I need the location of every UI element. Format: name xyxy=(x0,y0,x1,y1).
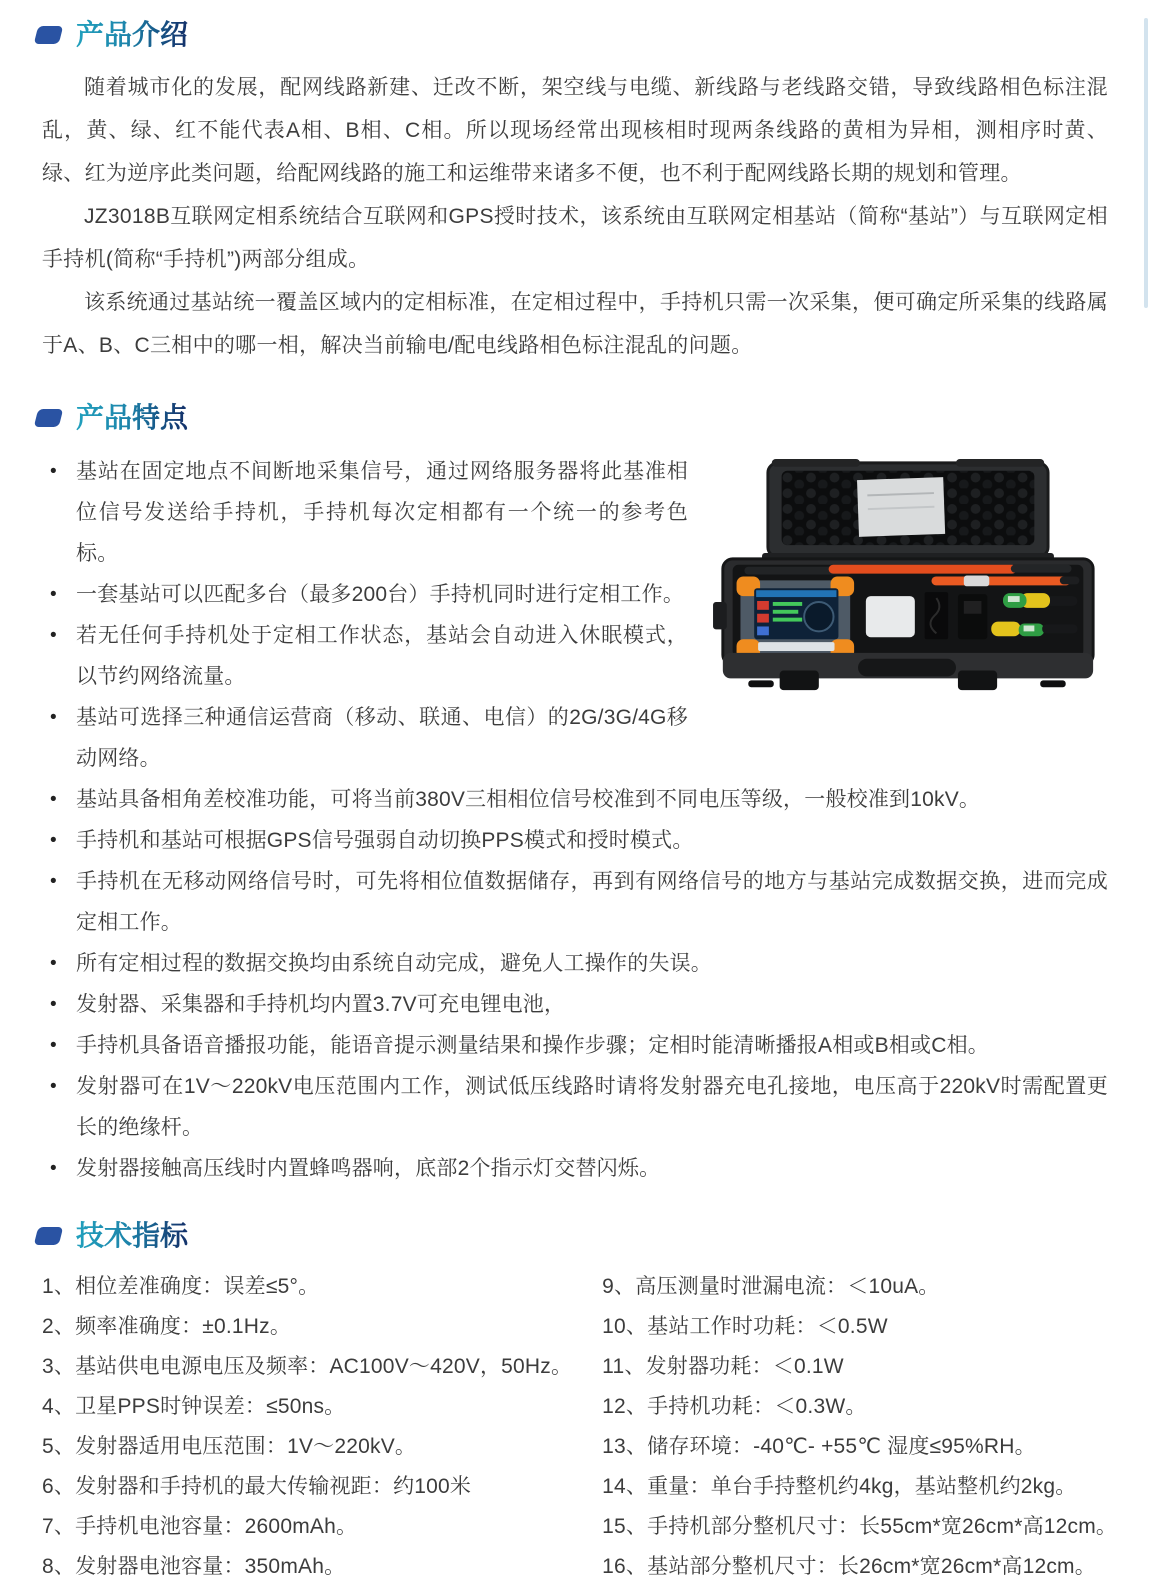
bullet-icon: • xyxy=(50,625,57,646)
product-case-photo xyxy=(706,457,1108,697)
spec-item: 2、频率准确度：±0.1Hz。 xyxy=(42,1315,292,1338)
spec-item: 12、手持机功耗：＜0.3W。 xyxy=(602,1395,867,1418)
case-lid xyxy=(762,459,1054,563)
spec-item: 16、基站部分整机尺寸：长26cm*宽26cm*高12cm。 xyxy=(602,1555,1096,1578)
bullet-icon: • xyxy=(50,871,57,892)
accessories xyxy=(866,592,987,639)
feature-item: • 若无任何手持机处于定相工作状态，基站会自动进入休眠模式，以节约网络流量。 xyxy=(42,615,688,697)
bullet-icon: • xyxy=(50,461,57,482)
feature-item: • 手持机在无移动网络信号时，可先将相位值数据储存，再到有网络信号的地方与基站完成数据交换，进而完成定相工作。 xyxy=(42,861,1108,943)
blue-square-icon xyxy=(34,409,63,427)
equipment-case-illustration xyxy=(706,457,1108,697)
feature-item: • 发射器、采集器和手持机均内置3.7V可充电锂电池， xyxy=(42,984,1108,1025)
feature-item: • 一套基站可以匹配多台（最多200台）手持机同时进行定相工作。 xyxy=(42,574,688,615)
spec-item: 1、相位差准确度：误差≤5°。 xyxy=(42,1275,320,1298)
bullet-icon: • xyxy=(50,1076,57,1097)
scrollbar[interactable] xyxy=(1144,18,1148,308)
spec-item: 6、发射器和手持机的最大传输视距：约100米 xyxy=(42,1475,472,1498)
spec-item: 7、手持机电池容量：2600mAh。 xyxy=(42,1515,358,1538)
section-title-text: 产品介绍 xyxy=(76,19,189,50)
bullet-icon: • xyxy=(50,1035,57,1056)
feature-item: • 基站具备相角差校准功能，可将当前380V三相相位信号校准到不同电压等级，一般校准到10kV。 xyxy=(42,779,1108,820)
bullet-icon: • xyxy=(50,789,57,810)
spec-item: 8、发射器电池容量：350mAh。 xyxy=(42,1555,346,1578)
section-intro xyxy=(42,18,1108,367)
handheld-device xyxy=(737,577,855,659)
feature-item: • 手持机和基站可根据GPS信号强弱自动切换PPS模式和授时模式。 xyxy=(42,820,1108,861)
spec-item: 10、基站工作时功耗：＜0.5W xyxy=(602,1315,888,1338)
bullet-icon: • xyxy=(50,584,57,605)
feature-item: • 手持机具备语音播报功能，能语音提示测量结果和操作步骤；定相时能清晰播报A相或B相或C相。 xyxy=(42,1025,1108,1066)
section-specs xyxy=(42,1219,1118,1587)
specs-grid xyxy=(42,1267,1118,1587)
intro-section-title xyxy=(42,18,1108,52)
spec-item: 14、重量：单台手持整机约4kg，基站整机约2kg。 xyxy=(602,1475,1077,1498)
spec-item: 3、基站供电电源电压及频率：AC100V～420V，50Hz。 xyxy=(42,1355,573,1378)
spec-item: 11、发射器功耗：＜0.1W xyxy=(602,1355,844,1378)
intro-paragraph: 该系统通过基站统一覆盖区域内的定相标准，在定相过程中，手持机只需一次采集，便可确定所采集的线路属于A、B、C三相中的哪一相，解决当前输电/配电线路相色标注混乱的问题。 xyxy=(42,291,1108,357)
blue-square-icon xyxy=(34,26,63,44)
case-front xyxy=(723,653,1093,690)
specs-section-title xyxy=(42,1219,1108,1253)
intro-paragraph: 随着城市化的发展，配网线路新建、迁改不断，架空线与电缆、新线路与老线路交错，导致线路相色标注混乱，黄、绿、红不能代表A相、B相、C相。所以现场经常出现核相时现两条线路的黄相为异相，测相序时黄、绿、红为逆序此类问题，给配网线路的施工和运维带来诸多不便，也不利于配网线路长期的规划和管理。 xyxy=(42,76,1108,185)
feature-item: • 基站在固定地点不间断地采集信号，通过网络服务器将此基准相位信号发送给手持机，手持机每次定相都有一个统一的参考色标。 xyxy=(42,451,688,574)
bullet-icon: • xyxy=(50,830,57,851)
spec-item: 5、发射器适用电压范围：1V～220kV。 xyxy=(42,1435,417,1458)
bullet-icon: • xyxy=(50,1158,57,1179)
specs-right-column xyxy=(602,1267,1117,1587)
feature-item: • 所有定相过程的数据交换均由系统自动完成，避免人工操作的失误。 xyxy=(42,943,1108,984)
features-body xyxy=(42,451,1108,1189)
section-title-text: 产品特点 xyxy=(76,402,189,433)
intro-paragraph: JZ3018B互联网定相系统结合互联网和GPS授时技术，该系统由互联网定相基站（简称“基站”）与互联网定相手持机(简称“手持机”)两部分组成。 xyxy=(42,205,1108,271)
bullet-icon: • xyxy=(50,994,57,1015)
feature-item: • 发射器接触高压线时内置蜂鸣器响，底部2个指示灯交替闪烁。 xyxy=(42,1148,1108,1189)
blue-square-icon xyxy=(34,1227,63,1245)
spec-item: 13、储存环境：-40℃- +55℃ 湿度≤95%RH。 xyxy=(602,1435,1036,1458)
specs-left-column xyxy=(42,1267,572,1587)
bullet-icon: • xyxy=(50,707,57,728)
section-features xyxy=(42,401,1108,1189)
feature-item: • 发射器可在1V～220kV电压范围内工作，测试低压线路时请将发射器充电孔接地，电压高于220kV时需配置更长的绝缘杆。 xyxy=(42,1066,1108,1148)
intro-paragraphs xyxy=(42,66,1108,367)
features-section-title xyxy=(42,401,1108,435)
bullet-icon: • xyxy=(50,953,57,974)
section-title-text: 技术指标 xyxy=(76,1220,189,1251)
spec-item: 4、卫星PPS时钟误差：≤50ns。 xyxy=(42,1395,346,1418)
spec-item: 9、高压测量时泄漏电流：＜10uA。 xyxy=(602,1275,940,1298)
spec-item: 15、手持机部分整机尺寸：长55cm*宽26cm*高12cm。 xyxy=(602,1515,1118,1538)
feature-item: • 基站可选择三种通信运营商（移动、联通、电信）的2G/3G/4G移动网络。 xyxy=(42,697,688,779)
